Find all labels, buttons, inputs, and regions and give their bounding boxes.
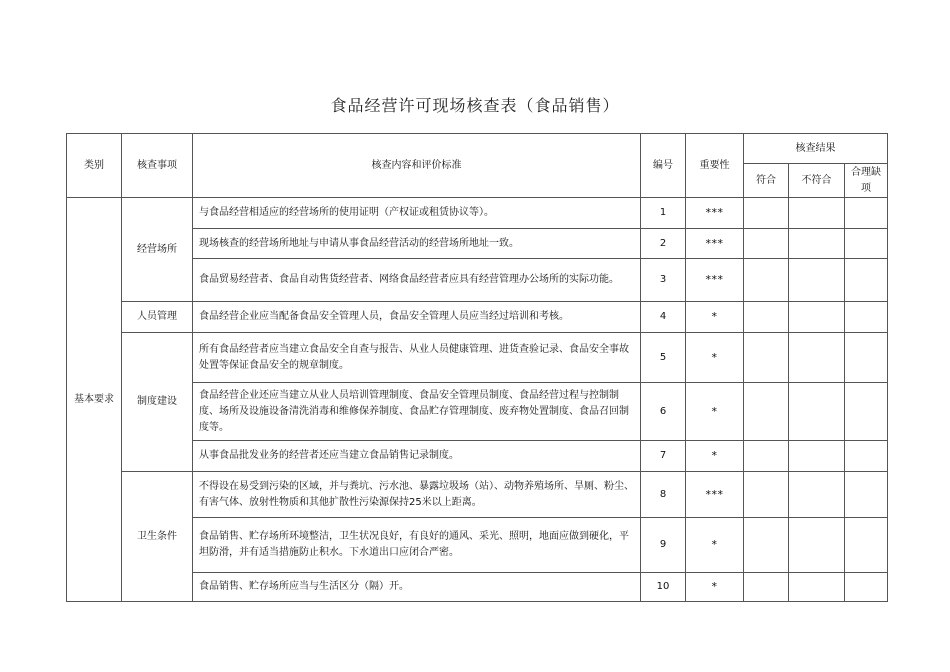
importance-cell: *: [686, 573, 744, 602]
table-row: [67, 198, 888, 229]
number-cell: 10: [641, 573, 686, 602]
conform-cell[interactable]: [744, 573, 789, 602]
table-row: [67, 333, 888, 383]
importance-cell: *: [686, 441, 744, 472]
number-cell: 5: [641, 333, 686, 383]
nonconform-cell[interactable]: [789, 518, 845, 573]
header-nonconform: 不符合: [789, 164, 845, 198]
conform-cell[interactable]: [744, 441, 789, 472]
header-category: 类别: [67, 134, 122, 198]
importance-cell: *: [686, 518, 744, 573]
nonconform-cell[interactable]: [789, 441, 845, 472]
conform-cell[interactable]: [744, 472, 789, 518]
item-cell: 制度建设: [122, 333, 193, 472]
content-cell: 现场核查的经营场所地址与申请从事食品经营活动的经营场所地址一致。: [193, 229, 641, 259]
content-cell: 不得设在易受到污染的区域，并与粪坑、污水池、暴露垃圾场（站）、动物养殖场所、旱厕、粉尘、有害气体、放射性物质和其他扩散性污染源保持25米以上距离。: [193, 472, 641, 518]
nonconform-cell[interactable]: [789, 333, 845, 383]
defect-cell[interactable]: [845, 198, 888, 229]
nonconform-cell[interactable]: [789, 259, 845, 302]
header-content: 核查内容和评价标准: [193, 134, 641, 198]
defect-cell[interactable]: [845, 383, 888, 441]
item-cell: 卫生条件: [122, 472, 193, 602]
number-cell: 6: [641, 383, 686, 441]
category-cell: 基本要求: [67, 198, 122, 602]
item-cell: 人员管理: [122, 302, 193, 333]
content-cell: 从事食品批发业务的经营者还应当建立食品销售记录制度。: [193, 441, 641, 472]
importance-cell: ***: [686, 198, 744, 229]
importance-cell: ***: [686, 229, 744, 259]
header-importance: 重要性: [686, 134, 744, 198]
nonconform-cell[interactable]: [789, 198, 845, 229]
nonconform-cell[interactable]: [789, 229, 845, 259]
content-cell: 食品经营企业还应当建立从业人员培训管理制度、食品安全管理员制度、食品经营过程与控制制度、场所及设施设备清洗消毒和维修保养制度、食品贮存管理制度、废弃物处置制度、食品召回制度等。: [193, 383, 641, 441]
table-row: [67, 472, 888, 518]
number-cell: 1: [641, 198, 686, 229]
conform-cell[interactable]: [744, 198, 789, 229]
header-conform: 符合: [744, 164, 789, 198]
defect-cell[interactable]: [845, 441, 888, 472]
content-cell: 食品销售、贮存场所应当与生活区分（隔）开。: [193, 573, 641, 602]
header-reasonable-defect: 合理缺项: [845, 164, 888, 198]
nonconform-cell[interactable]: [789, 383, 845, 441]
defect-cell[interactable]: [845, 573, 888, 602]
page-title: 食品经营许可现场核查表（食品销售）: [330, 96, 620, 115]
importance-cell: *: [686, 383, 744, 441]
item-cell: 经营场所: [122, 198, 193, 302]
defect-cell[interactable]: [845, 333, 888, 383]
importance-cell: ***: [686, 472, 744, 518]
number-cell: 4: [641, 302, 686, 333]
header-number: 编号: [641, 134, 686, 198]
conform-cell[interactable]: [744, 302, 789, 333]
conform-cell[interactable]: [744, 229, 789, 259]
content-cell: 食品贸易经营者、食品自动售货经营者、网络食品经营者应具有经营管理办公场所的实际功能。: [193, 259, 641, 302]
conform-cell[interactable]: [744, 383, 789, 441]
content-cell: 食品经营企业应当配备食品安全管理人员，食品安全管理人员应当经过培训和考核。: [193, 302, 641, 333]
header-result: 核查结果: [744, 134, 888, 164]
header-item: 核查事项: [122, 134, 193, 198]
importance-cell: ***: [686, 259, 744, 302]
nonconform-cell[interactable]: [789, 573, 845, 602]
importance-cell: *: [686, 302, 744, 333]
nonconform-cell[interactable]: [789, 302, 845, 333]
conform-cell[interactable]: [744, 259, 789, 302]
number-cell: 7: [641, 441, 686, 472]
conform-cell[interactable]: [744, 333, 789, 383]
defect-cell[interactable]: [845, 302, 888, 333]
number-cell: 9: [641, 518, 686, 573]
content-cell: 所有食品经营者应当建立食品安全自查与报告、从业人员健康管理、进货查验记录、食品安全事故处置等保证食品安全的规章制度。: [193, 333, 641, 383]
number-cell: 8: [641, 472, 686, 518]
number-cell: 3: [641, 259, 686, 302]
number-cell: 2: [641, 229, 686, 259]
table-row: [67, 302, 888, 333]
defect-cell[interactable]: [845, 229, 888, 259]
nonconform-cell[interactable]: [789, 472, 845, 518]
importance-cell: *: [686, 333, 744, 383]
defect-cell[interactable]: [845, 259, 888, 302]
content-cell: 与食品经营相适应的经营场所的使用证明（产权证或租赁协议等）。: [193, 198, 641, 229]
inspection-table: [66, 133, 888, 602]
defect-cell[interactable]: [845, 472, 888, 518]
defect-cell[interactable]: [845, 518, 888, 573]
content-cell: 食品销售、贮存场所环境整洁，卫生状况良好，有良好的通风、采光、照明，地面应做到硬化，平坦防滑，并有适当措施防止积水。下水道出口应闭合严密。: [193, 518, 641, 573]
conform-cell[interactable]: [744, 518, 789, 573]
